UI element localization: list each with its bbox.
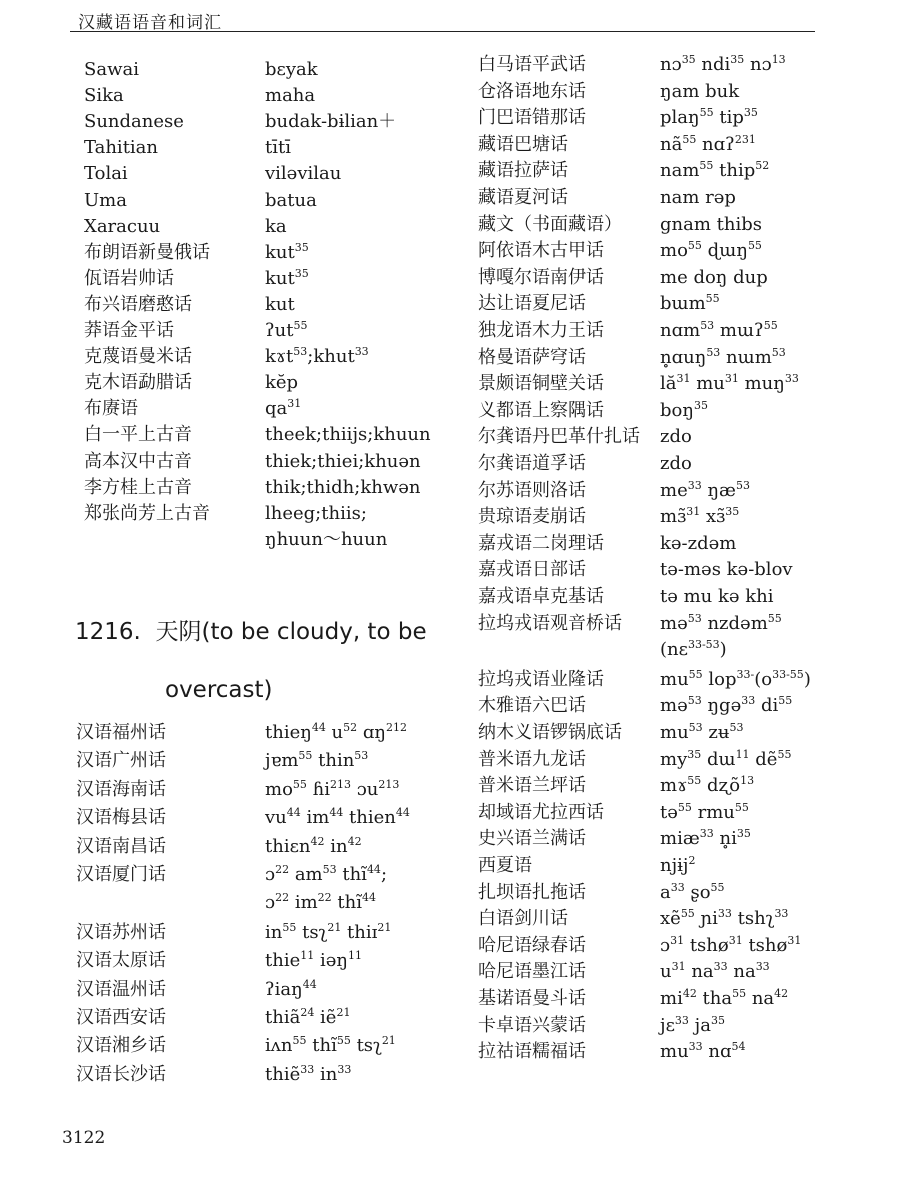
word-form: tə-məs kə-blov	[660, 559, 793, 581]
language-name: 汉语梅县话	[76, 807, 166, 829]
word-form: thie$^{11}$ iəŋ$^{11}$	[265, 949, 362, 972]
word-form: n̥ɑuŋ$^{53}$ nɯm$^{53}$	[660, 345, 786, 368]
language-name: Tahitian	[84, 137, 159, 159]
word-form: kut$^{35}$	[265, 240, 309, 263]
language-name: 郑张尚芳上古音	[84, 502, 210, 524]
section-title: 天阴(to be cloudy, to be	[155, 619, 427, 645]
word-form: thiã$^{24}$ iẽ$^{21}$	[265, 1006, 351, 1028]
word-form: $a^{33}$ ʂo$^{55}$	[660, 880, 725, 903]
language-name: 藏语夏河话	[478, 187, 568, 208]
word-form: thiɛn$^{42}$ $in^{42}$	[265, 834, 362, 857]
language-name: 白马语平武话	[478, 54, 586, 75]
word-form: nɔ$^{35}$ ndi$^{35}$ nɔ$^{13}$	[660, 53, 786, 75]
word-form: ŋam buk	[660, 80, 740, 102]
word-form: zdo	[660, 426, 692, 448]
language-name: 景颇语铜壁关话	[478, 373, 604, 395]
word-form: lheeg;thiis;	[265, 502, 367, 524]
header-rule	[70, 31, 815, 32]
language-name: 西夏语	[478, 855, 532, 876]
section-heading-line2: overcast)	[165, 677, 273, 703]
language-name: 高本汉中古音	[84, 450, 192, 472]
language-name: 白一平上古音	[84, 424, 192, 446]
word-form: kĕp	[265, 372, 299, 394]
language-name: 布朗语新曼俄话	[84, 241, 210, 263]
word-form: $u^{31}$ $na^{33}$ $na^{33}$	[660, 960, 770, 983]
word-form: (nɛ$^{33-53}$)	[660, 638, 727, 661]
word-form: $qa^{31}$	[265, 397, 302, 420]
language-name: 汉语南昌话	[76, 835, 166, 857]
language-name: 史兴语兰满话	[478, 828, 586, 850]
word-form: mə$^{53}$ ŋgə$^{33}$ $di^{55}$	[660, 694, 793, 717]
language-name: 藏语巴塘话	[478, 133, 568, 155]
word-form: jɛ$^{33}$ $ja^{35}$	[660, 1013, 725, 1036]
word-form: thik;thidh;khwən	[265, 476, 421, 498]
language-name: 扎坝语扎拖话	[478, 881, 586, 903]
word-form: xẽ$^{55}$ ɲi$^{33}$ tshʅ$^{33}$	[660, 907, 789, 930]
word-form: nam$^{55}$ thip$^{52}$	[660, 159, 770, 182]
language-name: 哈尼语绿春话	[478, 934, 586, 956]
word-form: boŋ$^{35}$	[660, 398, 708, 421]
word-form: kut	[265, 293, 295, 315]
word-form: ʔiaŋ$^{44}$	[265, 977, 317, 1000]
word-form: $mo^{55}$ ɖɯŋ$^{55}$	[660, 239, 762, 262]
language-name: 尔龚语丹巴革什扎话	[478, 426, 640, 448]
word-form: zdo	[660, 453, 692, 474]
word-form: $mu^{55}$ $lop^{33-}(o^{33-55})$	[660, 667, 811, 690]
language-name: 布兴语磨憨话	[84, 293, 192, 315]
running-header: 汉藏语语音和词汇	[78, 13, 222, 33]
language-name: 汉语福州话	[76, 722, 166, 743]
word-form: tītī	[265, 137, 291, 159]
word-form: kə-zdəm	[660, 532, 737, 554]
word-form: $my^{35}$ dɯ$^{11}$ dẽ$^{55}$	[660, 747, 792, 770]
language-name: 哈尼语墨江话	[478, 961, 586, 983]
language-name: 嘉戎语二岗理话	[478, 532, 604, 554]
word-form: $mu^{33}$ nɑ$^{54}$	[660, 1040, 746, 1063]
language-name: Sika	[84, 85, 124, 107]
language-name: 木雅语六巴话	[478, 695, 586, 717]
language-name: 嘉戎语日部话	[478, 559, 586, 581]
word-form: nɑm$^{53}$ mɯʔ$^{55}$	[660, 319, 778, 341]
word-form: mə$^{53}$ nzdəm$^{55}$	[660, 611, 782, 634]
page-number: 3122	[62, 1128, 106, 1148]
word-form: maha	[265, 85, 316, 107]
language-name: 门巴语错那话	[478, 107, 586, 129]
word-form: tə mu kə khi	[660, 586, 774, 607]
word-form: nam rəp	[660, 187, 736, 208]
word-form: me doŋ dup	[660, 266, 768, 288]
language-name: 嘉戎语卓克基话	[478, 586, 604, 607]
word-form: plaŋ$^{55}$ tip$^{35}$	[660, 106, 758, 129]
word-form: ɔ$^{31}$ tshø$^{31}$ tshø$^{31}$	[660, 933, 802, 956]
word-form: batua	[265, 189, 317, 211]
word-form: $vu^{44}$ $im^{44}$ thien$^{44}$	[265, 806, 410, 829]
language-name: 莽语金平话	[84, 320, 174, 341]
word-form: $mu^{53}$ zʉ$^{53}$	[660, 721, 744, 743]
language-name: Uma	[84, 189, 127, 211]
language-name: 汉语湘乡话	[76, 1035, 166, 1057]
word-form: bɯm$^{55}$	[660, 292, 720, 315]
language-name: Xaracuu	[84, 215, 161, 237]
language-name: Sawai	[84, 59, 139, 80]
word-form: kɤt$^{53}$;khut$^{33}$	[265, 345, 369, 368]
language-name: 克蔑语曼米话	[84, 346, 192, 368]
word-form: miæ$^{33}$ $n̥i^{35}$	[660, 827, 751, 850]
language-name: 基诺语曼斗话	[478, 988, 586, 1009]
word-form: ka	[265, 215, 287, 237]
language-name: 白语剑川话	[478, 908, 568, 930]
word-form: ɔ$^{22}$ $am^{53}$ thĩ$^{44}$;	[265, 863, 388, 885]
language-name: 格曼语萨穹话	[478, 346, 586, 368]
language-name: Sundanese	[84, 111, 184, 133]
word-form: mɤ$^{55}$ dʐõ$^{13}$	[660, 774, 755, 797]
language-name: 拉坞戎语观音桥话	[478, 612, 622, 634]
language-name: 汉语长沙话	[76, 1063, 166, 1085]
word-form: thieŋ$^{44}$ $u^{52}$ ɑŋ$^{212}$	[265, 721, 407, 743]
language-name: 拉祜语糯福话	[478, 1041, 586, 1063]
language-name: 达让语夏尼话	[478, 293, 586, 315]
word-form: njɨj$^2$	[660, 854, 696, 876]
language-name: 仓洛语地东话	[478, 80, 586, 102]
word-form: $in^{55}$ tsʅ$^{21}$ thiɪ$^{21}$	[265, 920, 392, 943]
word-form: jɐm$^{55}$ thin$^{53}$	[265, 749, 369, 772]
language-name: 汉语广州话	[76, 750, 166, 772]
language-name: 藏文（书面藏语）	[478, 213, 622, 235]
language-name: 汉语厦门话	[76, 864, 166, 885]
language-name: 汉语太原话	[76, 950, 166, 972]
word-form: tə$^{55}$ rmu$^{55}$	[660, 800, 749, 823]
section-heading-line1	[75, 617, 427, 647]
word-form: $nã^{55}$ nɑʔ$^{231}$	[660, 132, 756, 155]
word-form: ɔ$^{22}$ $im^{22}$ thĩ$^{44}$	[265, 891, 376, 914]
word-form: thiek;thiei;khuən	[265, 450, 421, 472]
word-form: mɜ̃$^{31}$ xɜ̃$^{35}$	[660, 505, 740, 528]
language-name: 汉语西安话	[76, 1007, 166, 1028]
language-name: 汉语海南话	[76, 778, 166, 800]
word-form: ʔut$^{55}$	[265, 319, 308, 341]
word-form: $mo^{55}$ ɦi$^{213}$ ɔu$^{213}$	[265, 777, 400, 800]
word-form: $lă^{31}$ $mu^{31}$ muŋ$^{33}$	[660, 372, 799, 395]
section-number: 1216.	[75, 619, 141, 645]
language-name: 布赓语	[84, 398, 138, 420]
word-form: bɛyak	[265, 59, 318, 80]
language-name: 普米语九龙话	[478, 748, 586, 770]
language-name: 贵琼语麦崩话	[478, 506, 586, 528]
language-name: 独龙语木力王话	[478, 320, 604, 341]
word-form: gnam thibs	[660, 213, 762, 235]
language-name: 尔苏语则洛话	[478, 479, 586, 501]
word-form: iʌn$^{55}$ thĩ$^{55}$ tsʅ$^{21}$	[265, 1034, 396, 1057]
word-form: kut$^{35}$	[265, 266, 309, 289]
language-name: 普米语兰坪话	[478, 775, 586, 797]
word-form: $me^{33}$ $ŋæ^{53}$	[660, 478, 750, 501]
language-name: 汉语温州话	[76, 978, 166, 1000]
language-name: 卡卓语兴蒙话	[478, 1014, 586, 1036]
language-name: Tolai	[84, 163, 128, 185]
word-form: budak-bɨlian＋	[265, 111, 397, 133]
language-name: 克木语勐腊话	[84, 372, 192, 394]
language-name: 拉坞戎语业隆话	[478, 668, 604, 690]
language-name: 博嘎尔语南伊话	[478, 266, 604, 288]
language-name: 义都语上察隅话	[478, 399, 604, 421]
word-form: theek;thiijs;khuun	[265, 424, 431, 446]
word-form: ŋhuun～huun	[265, 528, 388, 550]
language-name: 阿依语木古甲话	[478, 240, 604, 262]
language-name: 纳木义语锣锅底话	[478, 722, 622, 743]
word-form: $mi^{42}$ tha$^{55}$ $na^{42}$	[660, 987, 789, 1009]
language-name: 却域语尤拉西话	[478, 801, 604, 823]
language-name: 尔龚语道孚话	[478, 453, 586, 474]
language-name: 李方桂上古音	[84, 476, 192, 498]
language-name: 汉语苏州话	[76, 921, 166, 943]
language-name: 藏语拉萨话	[478, 160, 568, 182]
word-form: thiẽ$^{33}$ $in^{33}$	[265, 1062, 352, 1085]
language-name: 佤语岩帅话	[84, 267, 174, 289]
word-form: viləvilau	[265, 163, 342, 185]
